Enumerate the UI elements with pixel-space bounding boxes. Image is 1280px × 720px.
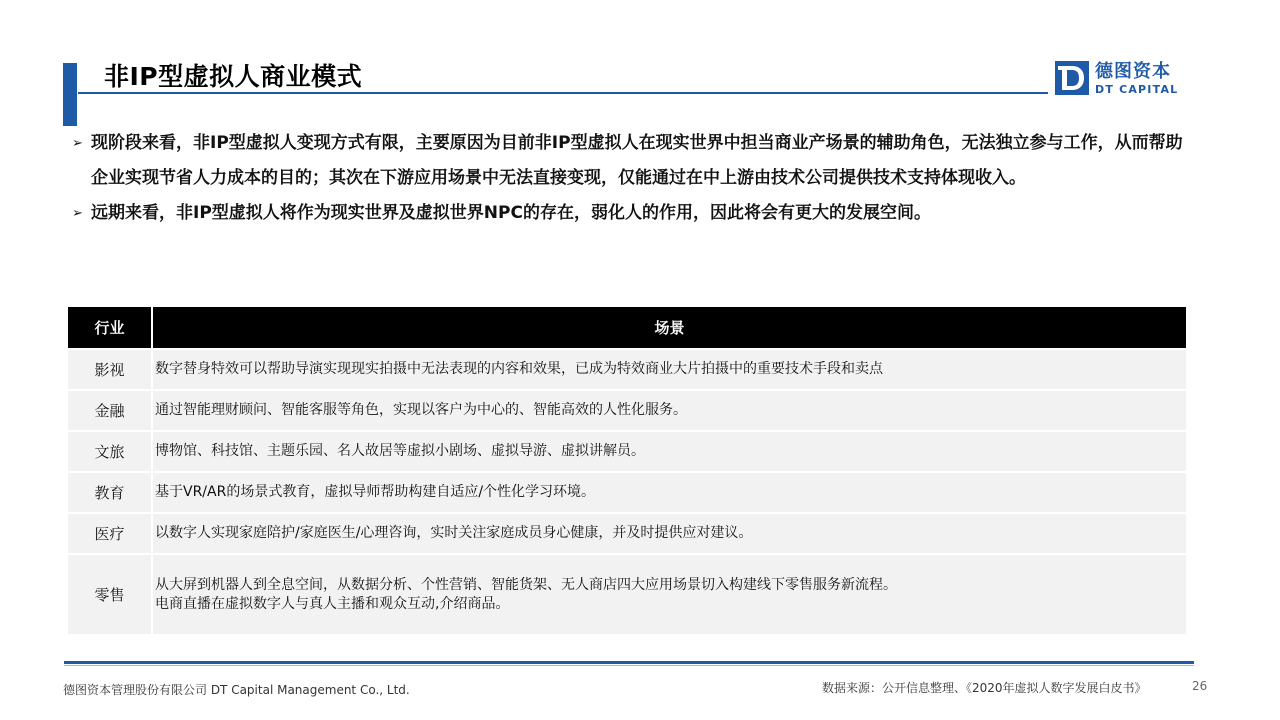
scene-cell: 以数字人实现家庭陪护/家庭医生/心理咨询，实时关注家庭成员身心健康，并及时提供应对建议。 [152,513,1186,554]
table-row [68,472,1186,513]
industry-cell: 文旅 [68,431,152,472]
table-row [68,554,1186,634]
scene-line: 电商直播在虚拟数字人与真人主播和观众互动,介绍商品。 [155,595,510,612]
bullet-arrow-icon: ➢ [72,136,83,151]
industry-cell: 金融 [68,390,152,431]
title-accent-bar [63,63,77,126]
logo-english-name: DT CAPITAL [1095,83,1179,96]
industry-scene-table [68,307,1186,634]
bullet-list [72,126,1192,231]
industry-cell: 教育 [68,472,152,513]
scene-cell: 博物馆、科技馆、主题乐园、名人故居等虚拟小剧场、虚拟导游、虚拟讲解员。 [152,431,1186,472]
industry-cell: 影视 [68,349,152,390]
title-underline [78,92,1048,94]
bullet-item [72,126,1192,196]
company-logo [1055,61,1185,97]
page-title: 非IP型虚拟人商业模式 [104,62,363,91]
logo-chinese-name: 德图资本 [1095,61,1171,82]
footer-divider-thin [64,665,1194,666]
footer-divider [64,661,1194,664]
column-header-industry: 行业 [68,307,152,349]
column-header-scene: 场景 [152,307,1186,349]
scene-cell: 基于VR/AR的场景式教育，虚拟导师帮助构建自适应/个性化学习环境。 [152,472,1186,513]
scene-cell: 通过智能理财顾问、智能客服等角色，实现以客户为中心的、智能高效的人性化服务。 [152,390,1186,431]
bullet-arrow-icon: ➢ [72,206,83,221]
bullet-item [72,196,1192,231]
bullet-text: 现阶段来看，非IP型虚拟人变现方式有限，主要原因为目前非IP型虚拟人在现实世界中担当商业产场景的辅助角色，无法独立参与工作，从而帮助企业实现节省人力成本的目的；其次在下游应用场景中无法直接变现，仅能通过在中上游由技术公司提供技术支持体现收入。 [91,133,1183,188]
bullet-text: 远期来看，非IP型虚拟人将作为现实世界及虚拟世界NPC的存在，弱化人的作用，因此将会有更大的发展空间。 [91,203,931,223]
table-row [68,390,1186,431]
table-row [68,349,1186,390]
page-number: 26 [1192,679,1208,693]
industry-cell: 医疗 [68,513,152,554]
scene-line: 从大屏到机器人到全息空间，从数据分析、个性营销、智能货架、无人商店四大应用场景切入构建线下零售服务新流程。 [155,576,897,593]
dt-logo-icon [1055,61,1089,95]
footer-source: 数据来源：公开信息整理、《2020年虚拟人数字发展白皮书》 [822,681,1147,695]
scene-cell [152,554,1186,634]
scene-cell: 数字替身特效可以帮助导演实现现实拍摄中无法表现的内容和效果，已成为特效商业大片拍摄中的重要技术手段和卖点 [152,349,1186,390]
table-row [68,431,1186,472]
industry-cell: 零售 [68,554,152,634]
table-row [68,513,1186,554]
footer-company: 德图资本管理股份有限公司 DT Capital Management Co., Ltd. [63,683,410,697]
table-header-row [68,307,1186,349]
